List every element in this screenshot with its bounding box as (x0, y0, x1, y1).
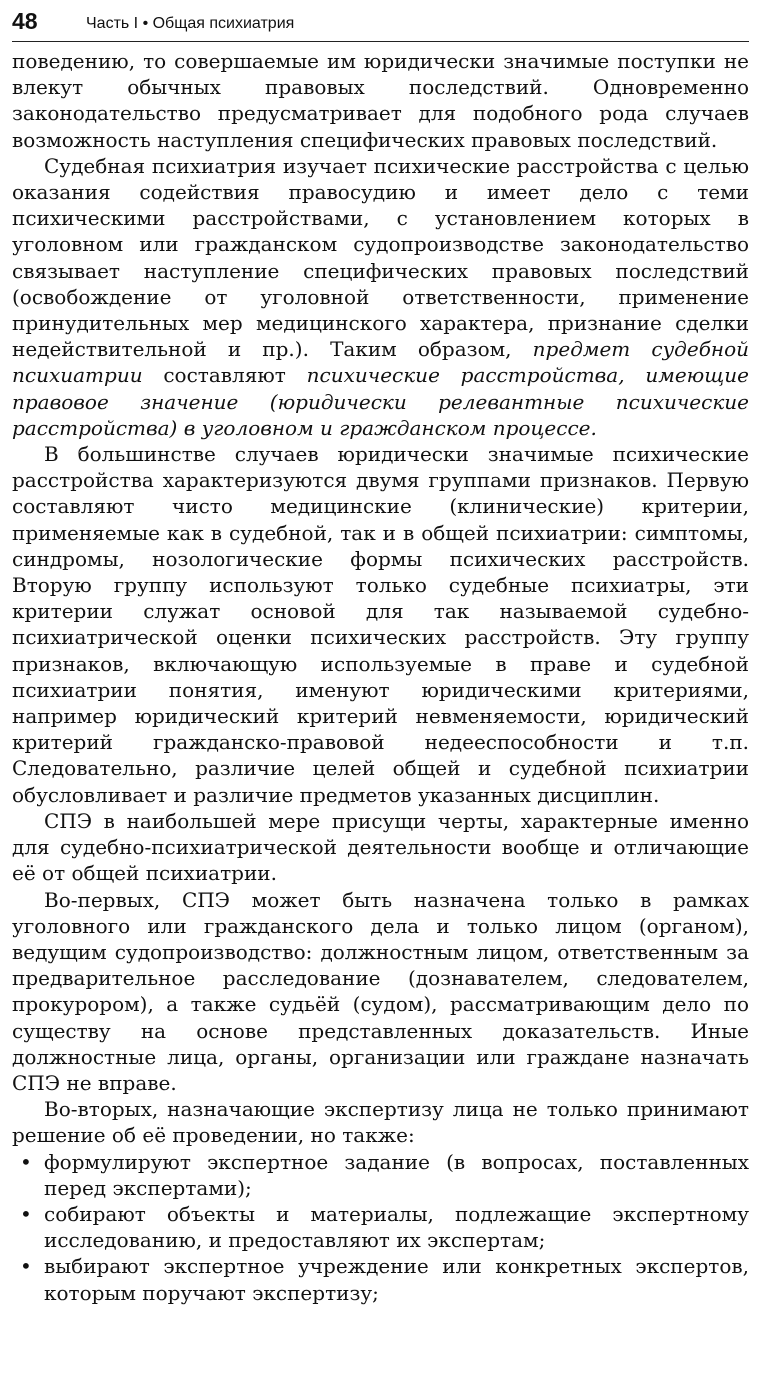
list-item-text: выбирают экспертное учреждение или конкретных экспертов, которым поручают экспертизу; (44, 1254, 749, 1305)
paragraph-text: Судебная психиатрия изучает психические расстройства с целью оказания содействия правосудию и имеет дело с теми психическими расстройствами, с установлением которых в уголовном или гражданском судопроизводстве законодательство связывает наступление специфических правовых последствий (освобождение от уголовной ответственности, применение принудительных мер медицинского характера, признание сделки недействительной и пр.). Таким образом, (12, 153, 749, 362)
list-item-text: формулируют экспертное задание (в вопросах, поставленных перед экспертами); (44, 1149, 749, 1200)
page-header (12, 0, 749, 42)
running-head: Часть I • Общая психиатрия (86, 15, 295, 32)
paragraph-first: Во-первых, СПЭ может быть назначена только в рамках уголовного или гражданского дела и только лицом (органом), ведущим судопроизводство: должностным лицом, ответственным за предварительное расследование (дознавателем, следователем, прокурором), а также судьёй (судом), рассматривающим дело по существу на основе представленных доказательств. Иные должностные лица, органы, организации или граждане назначать СПЭ не вправе. (12, 887, 749, 1095)
bullet-icon: • (20, 1149, 32, 1174)
paragraph-text: составляют (163, 363, 286, 388)
paragraph-features: СПЭ в наибольшей мере присущи черты, характерные именно для судебно-психиатрической деятельности вообще и отличающие её от общей психиатрии. (12, 808, 749, 886)
list-item (12, 1201, 749, 1253)
paragraph-continued: поведению, то совершаемые им юридически значимые поступки не влекут обычных правовых последствий. Одновременно законодательство предусматривает для подобного рода случаев возможность наступления специфических правовых последствий. (12, 49, 749, 152)
bullet-list (12, 1149, 749, 1306)
italic-definition: психические расстройства, имеющие правовое значение (юридически релевантные психические расстройства) в уголовном и гражданском процессе. (12, 363, 750, 440)
page-number: 48 (12, 8, 38, 34)
italic-term-subject: предмет судебной психиатрии (12, 337, 749, 388)
list-item (12, 1149, 749, 1201)
paragraph-criteria: В большинстве случаев юридически значимые психические расстройства характеризуются двумя группами признаков. Первую составляют чисто медицинские (клинические) критерии, применяемые как в судебной, так и в общей психиатрии: симптомы, синдромы, нозологические формы психических расстройств. Вторую группу используют только судебные психиатры, эти критерии служат основой для так называемой судебно-психиатрической оценки психических расстройств. Эту группу признаков, включающую используемые в праве и судебной психиатрии понятия, именуют юридическими критериями, например юридический критерий невменяемости, юридический критерий гражданско-правовой недееспособности и т.п. Следовательно, различие целей общей и судебной психиатрии обусловливает и различие предметов указанных дисциплин. (12, 442, 749, 807)
list-item (12, 1253, 749, 1305)
paragraph-subject-definition (12, 153, 749, 441)
body-text (12, 48, 749, 1306)
list-item-text: собирают объекты и материалы, подлежащие экспертному исследованию, и предоставляют их экспертам; (44, 1201, 749, 1253)
bullet-icon: • (20, 1254, 32, 1279)
bullet-icon: • (20, 1201, 32, 1226)
paragraph-second: Во-вторых, назначающие экспертизу лица не только принимают решение об её проведении, но также: (12, 1097, 749, 1148)
